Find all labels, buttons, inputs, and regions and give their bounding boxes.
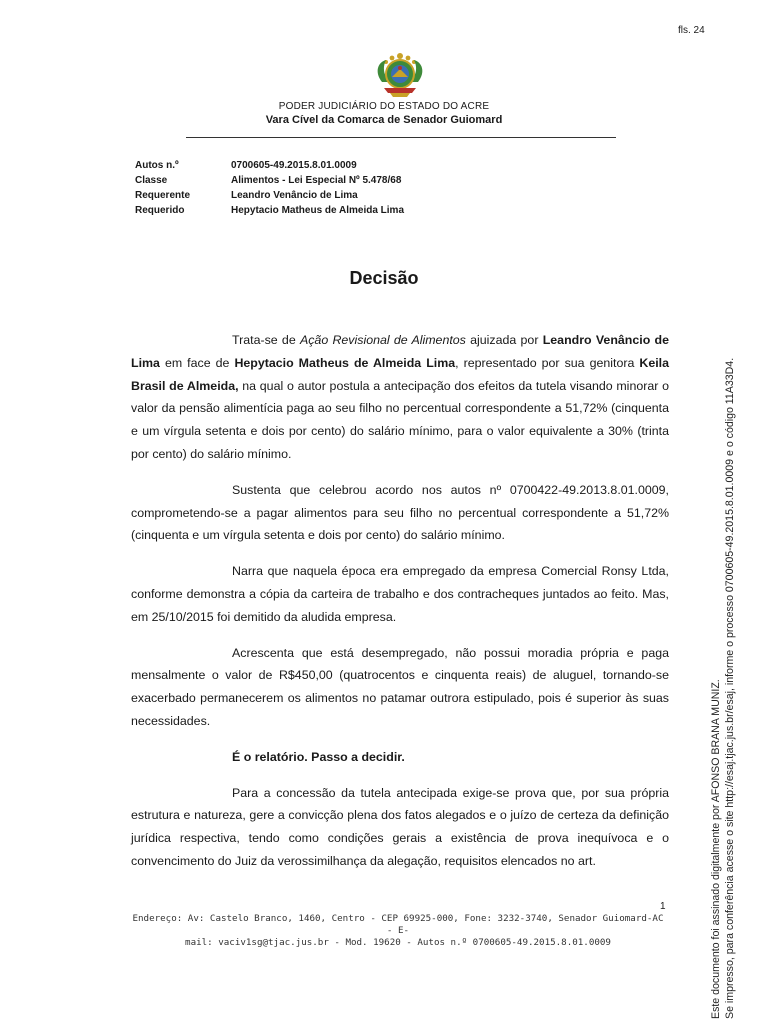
page-label: fls. 24 — [678, 25, 705, 36]
case-info-key: Requerido — [135, 205, 185, 216]
page-footer — [128, 913, 668, 949]
case-info-value: Leandro Venâncio de Lima — [231, 190, 358, 201]
paragraph — [131, 329, 669, 466]
coat-of-arms-acre-icon — [370, 48, 430, 100]
paragraph: Narra que naquela época era empregado da empresa Comercial Ronsy Ltda, conforme demonstra a cópia da carteira de trabalho e dos contracheques juntados ao feito. Mas, em 25/10/2015 foi demitido da aludida empresa. — [131, 564, 669, 624]
defendant-name: Hepytacio Matheus de Almeida Lima — [234, 355, 456, 370]
signature-line: Este documento foi assinado digitalmente por AFONSO BRANA MUNIZ. — [710, 679, 722, 1019]
page-number: 1 — [660, 901, 666, 912]
digital-signature-stamp — [709, 319, 737, 1019]
text-run: em face de — [159, 355, 235, 370]
case-info-value: Hepytacio Matheus de Almeida Lima — [231, 205, 405, 216]
case-info-row — [135, 205, 404, 220]
case-info-row — [135, 190, 404, 205]
document-header — [0, 101, 768, 126]
paragraph: Acrescenta que está desempregado, não possui moradia própria e paga mensalmente o valor de R$450,00 (quatrocentos e cinquenta reais) de aluguel, tornando-se exacerbado permanecerem os alimentos no patamar outrora estipulado, pois é superior às suas necessidades. — [131, 645, 669, 728]
case-info-row — [135, 160, 404, 175]
text-run: ajuizada por — [465, 333, 543, 347]
paragraph: Sustenta que celebrou acordo nos autos nº 0700422-49.2013.8.01.0009, comprometendo-se a pagar alimentos para seu filho no percentual correspondente a 51,72% (cinquenta e um vírgula setenta e dois por cento) do salário mínimo. — [131, 482, 669, 543]
footer-contact: mail: vaciv1sg@tjac.jus.br - Mod. 19620 - Autos n.º 0700605-49.2015.8.01.0009 — [185, 937, 611, 948]
text-run: Trata-se de — [232, 333, 300, 347]
case-info-table — [135, 160, 404, 220]
section-heading: É o relatório. Passo a decidir. — [232, 749, 405, 764]
court-name: PODER JUDICIÁRIO DO ESTADO DO ACRE — [278, 101, 490, 112]
case-info-row — [135, 175, 404, 190]
case-info-key: Classe — [135, 175, 168, 186]
guardian-name: Keila Brasil de Almeida, — [131, 355, 670, 393]
text-run: na qual o autor postula a antecipação dos efeitos da tutela visando minorar o valor da pensão alimentícia paga ao seu filho no percentual correspondente a 51,72% (cinquenta e um vírgula setenta e dois por cento) do salário mínimo, para o valor equivalente a 30% (trinta por cento) do salário mínimo. — [131, 378, 669, 461]
text-run: , representado por sua genitora — [455, 355, 640, 370]
header-divider — [186, 137, 616, 138]
case-info-value: Alimentos - Lei Especial Nº 5.478/68 — [231, 175, 402, 186]
court-division: Vara Cível da Comarca de Senador Guiomard — [265, 114, 503, 126]
case-info-key: Autos n.º — [135, 160, 179, 171]
document-body — [131, 329, 669, 886]
action-name: Ação Revisional de Alimentos — [299, 333, 466, 347]
plaintiff-name: Leandro Venâncio de Lima — [131, 333, 669, 370]
case-info-value: 0700605-49.2015.8.01.0009 — [231, 160, 357, 171]
document-title: Decisão — [349, 268, 419, 288]
paragraph: Para a concessão da tutela antecipada exige-se prova que, por sua própria estrutura e natureza, gere a convicção plena dos fatos alegados e o juízo de certeza da definição jurídica respectiva, tendo como condições gerais a existência de prova inequívoca e o convencimento do Juiz da verossimilhança da alegação, requisitos elencados no art. — [131, 785, 669, 868]
verification-line: Se impresso, para conferência acesse o site http://esaj.tjac.jus.br/esaj, informe o processo 0700605-49.2015.8.01.0009 e o código 11A33D4. — [724, 357, 736, 1019]
case-info-key: Requerente — [135, 190, 191, 201]
footer-address: Endereço: Av: Castelo Branco, 1460, Centro - CEP 69925-000, Fone: 3232-3740, Senador Guiomard-AC - E- — [132, 913, 664, 936]
